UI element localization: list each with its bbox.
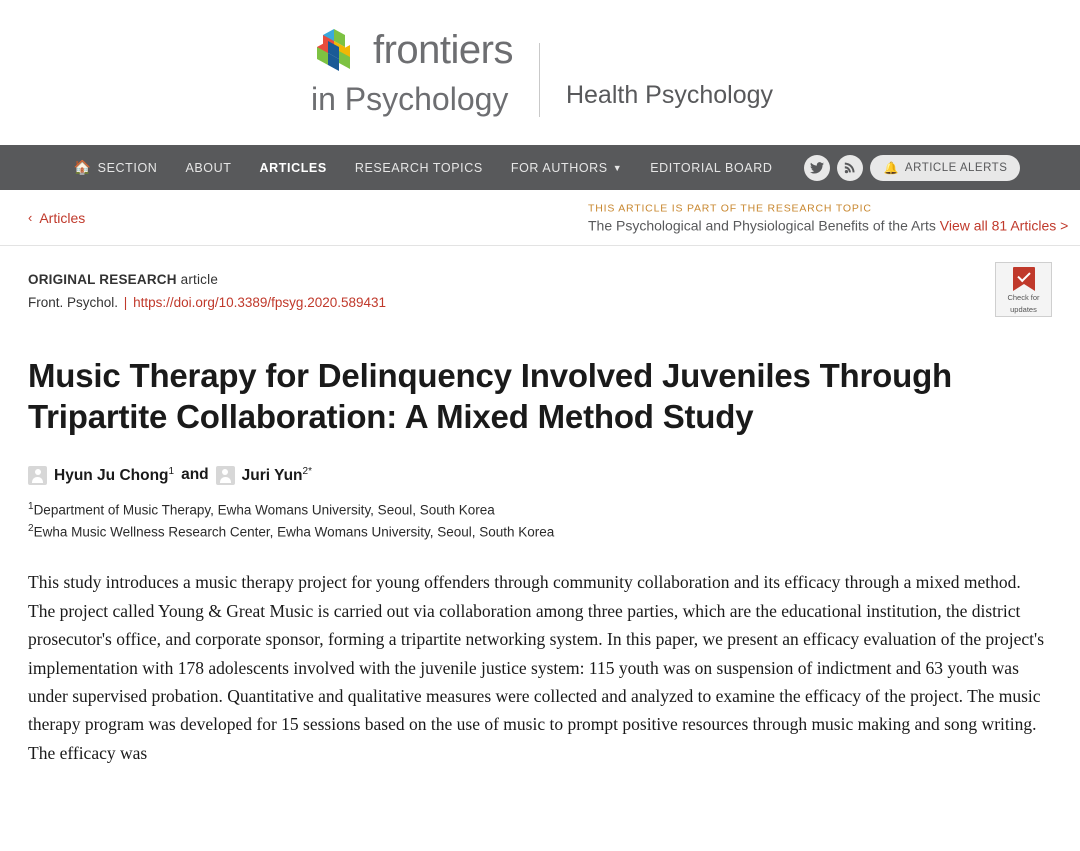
- research-topic-title: The Psychological and Physiological Benefits of the Arts: [588, 217, 936, 233]
- page-bottom-spacer: [0, 795, 1080, 851]
- author-list: [28, 466, 1052, 485]
- affiliation-2-sup: 2: [28, 522, 34, 534]
- article-type: [28, 272, 1052, 287]
- nav-item-research-topics-label: RESEARCH TOPICS: [354, 160, 483, 175]
- author-1[interactable]: [54, 466, 174, 485]
- nav-items: [60, 145, 1021, 190]
- doi-link[interactable]: https://doi.org/10.3389/fpsyg.2020.589431: [133, 295, 387, 310]
- research-topic-title-row: [588, 217, 1068, 233]
- journal-logo-block[interactable]: [307, 21, 513, 118]
- article-alerts-button[interactable]: [870, 155, 1020, 181]
- nav-item-editorial-board-label: EDITORIAL BOARD: [650, 160, 773, 175]
- source-separator: |: [123, 295, 128, 310]
- abstract-text: This study introduces a music therapy project for young offenders through community collaboration and its efficacy through a mixed method. The project called Young & Great Music is carried out via collaboration among three parties, which are the educational institution, the district prosecutor's office, and corporate sponsor, forming a tripartite networking system. In this paper, we present an efficacy evaluation of the project's implementation with 178 adolescents involved with the juvenile justice system: 115 youth was on suspension of indictment and 63 youth was under supervised probation. Quantitative and qualitative measures were collected and analyzed to examine the efficacy of the project. The music therapy program was developed for 15 sessions based on the use of music to prompt positive resources through music making and song writing. The efficacy was: [28, 572, 1045, 763]
- journal-short-name: Front. Psychol.: [28, 295, 119, 310]
- research-topic-banner: [588, 202, 1068, 233]
- nav-item-articles-label: ARTICLES: [259, 160, 327, 175]
- site-masthead: [0, 0, 1080, 145]
- author-avatar-icon: [28, 466, 47, 485]
- nav-right-actions: [804, 155, 1020, 181]
- brand-name: frontiers: [372, 27, 513, 72]
- crossmark-badge[interactable]: [995, 262, 1052, 317]
- nav-item-about-label: ABOUT: [185, 160, 232, 175]
- page-title: Music Therapy for Delinquency Involved Juveniles Through Tripartite Collaboration: A Mixed Method Study: [28, 357, 952, 435]
- sub-navigation-bar: [0, 190, 1080, 246]
- breadcrumb-articles[interactable]: [28, 210, 85, 226]
- nav-item-articles[interactable]: [246, 145, 341, 190]
- home-icon: 🏠: [73, 159, 92, 175]
- article-type-prefix: ORIGINAL RESEARCH: [28, 272, 177, 287]
- affiliation-2-text: Ewha Music Wellness Research Center, Ewha Womans University, Seoul, South Korea: [33, 524, 555, 540]
- author-1-sup: 1: [168, 465, 175, 477]
- article-alerts-label: ARTICLE ALERTS: [904, 161, 1008, 174]
- nav-item-for-authors[interactable]: [497, 145, 636, 190]
- section-name: Health Psychology: [565, 81, 774, 109]
- main-navbar: [0, 145, 1080, 190]
- article-meta: [0, 246, 1080, 314]
- affiliation-list: [28, 499, 1052, 543]
- masthead-divider: [539, 43, 540, 117]
- author-avatar-icon-2: [216, 466, 235, 485]
- author-2[interactable]: [242, 466, 312, 485]
- nav-item-section[interactable]: [60, 145, 172, 190]
- author-conjunction: and: [181, 466, 209, 484]
- nav-item-research-topics[interactable]: [341, 145, 497, 190]
- view-all-articles-link[interactable]: View all 81 Articles >: [939, 217, 1069, 233]
- chevron-left-icon: ‹: [28, 210, 33, 225]
- author-1-name: Hyun Ju Chong: [54, 466, 169, 484]
- article-source-line: [28, 295, 1052, 310]
- breadcrumb-label: Articles: [39, 209, 86, 226]
- affiliation-2: [28, 521, 1052, 543]
- nav-item-for-authors-label: FOR AUTHORS: [510, 160, 608, 175]
- crossmark-line2: updates: [1010, 304, 1037, 314]
- affiliation-1-text: Department of Music Therapy, Ewha Womans University, Seoul, South Korea: [33, 502, 495, 518]
- crossmark-icon: [1013, 267, 1035, 291]
- nav-item-editorial-board[interactable]: [636, 145, 786, 190]
- author-2-name: Juri Yun: [241, 466, 303, 484]
- rss-icon[interactable]: [837, 155, 863, 181]
- journal-name: in Psychology: [310, 81, 509, 117]
- bell-icon: 🔔: [883, 160, 899, 175]
- affiliation-1-sup: 1: [28, 500, 34, 512]
- article-type-suffix: article: [180, 272, 219, 287]
- research-topic-label: THIS ARTICLE IS PART OF THE RESEARCH TOPIC: [588, 202, 872, 214]
- nav-item-section-label: SECTION: [97, 160, 158, 175]
- chevron-down-icon: ▼: [612, 162, 623, 173]
- author-2-sup: 2*: [302, 465, 312, 477]
- crossmark-line1: Check for: [1007, 293, 1040, 302]
- nav-item-about[interactable]: [171, 145, 245, 190]
- twitter-icon[interactable]: [804, 155, 830, 181]
- affiliation-1: [28, 499, 1052, 521]
- frontiers-cubes-logo-icon: [307, 21, 365, 79]
